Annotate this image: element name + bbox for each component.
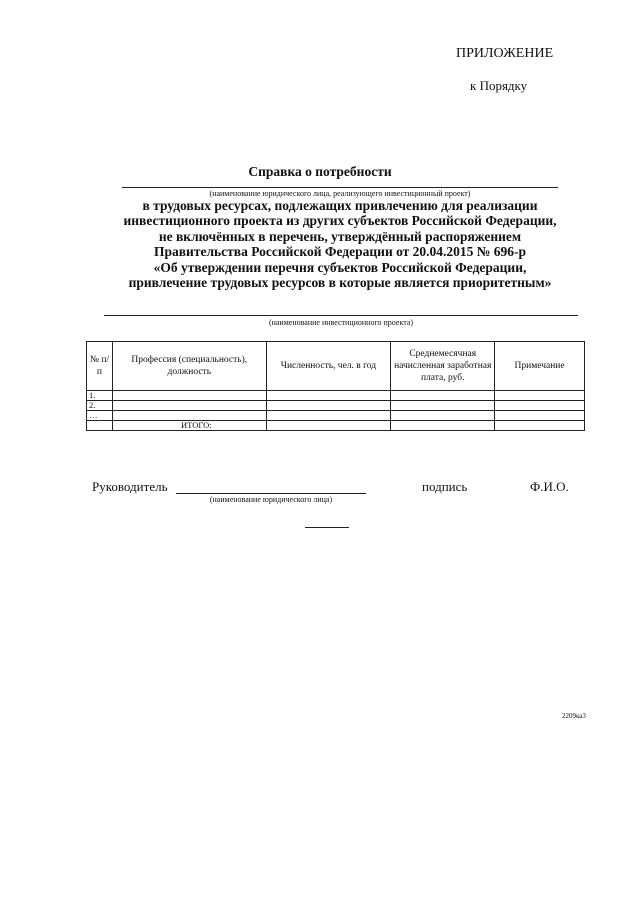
- subtitle-line: в трудовых ресурсах, подлежащих привлечению для реализации: [142, 198, 538, 213]
- subtitle-line: «Об утверждении перечня субъектов Российской Федерации,: [153, 259, 527, 275]
- table-cell: [391, 411, 495, 421]
- entity-name-caption: (наименование юридического лица): [209, 495, 333, 504]
- row-number: 2.: [87, 401, 113, 411]
- table-cell: [112, 391, 266, 401]
- header-profession: Профессия (специальность), должность: [112, 342, 266, 391]
- subtitle-line: Правительства Российской Федерации от 20.04.2015 № 696-р: [154, 244, 526, 260]
- table-total-row: [87, 421, 585, 431]
- table-cell: [266, 391, 391, 401]
- table-cell: [266, 401, 391, 411]
- header-headcount: Численность, чел. в год: [266, 342, 391, 391]
- table-row: [87, 401, 585, 411]
- row-number: 1.: [87, 391, 113, 401]
- total-label: ИТОГО:: [112, 421, 266, 431]
- subtitle-line: привлечение трудовых ресурсов в которые является приоритетным»: [128, 275, 552, 291]
- subtitle-line: не включённых в перечень, утверждённый распоряжением: [158, 228, 522, 244]
- project-name-line: [104, 315, 578, 316]
- manager-line: [176, 493, 366, 494]
- header-number: № п/п: [87, 342, 113, 391]
- table-cell: [112, 401, 266, 411]
- header-salary: Среднемесячная начисленная заработная плата, руб.: [391, 342, 495, 391]
- table-cell: [495, 411, 585, 421]
- legal-entity-line: [122, 187, 558, 188]
- document-code: 2209ка3: [562, 712, 586, 720]
- table-cell: [391, 421, 495, 431]
- header-notes: Примечание: [495, 342, 585, 391]
- document-subtitle: [80, 198, 600, 290]
- document-title: Справка о потребности: [248, 164, 392, 179]
- end-divider: [305, 527, 349, 528]
- requirements-table: [86, 341, 585, 431]
- table-cell: [266, 421, 391, 431]
- table-row: [87, 411, 585, 421]
- name-label: Ф.И.О.: [530, 479, 569, 494]
- appendix-reference: к Порядку: [470, 78, 528, 93]
- table-cell: [266, 411, 391, 421]
- appendix-heading: ПРИЛОЖЕНИЕ: [456, 46, 554, 61]
- signature-label: подпись: [422, 479, 468, 494]
- subtitle-line: инвестиционного проекта из других субъектов Российской Федерации,: [123, 213, 557, 229]
- table-cell: [112, 411, 266, 421]
- legal-entity-caption: (наименование юридического лица, реализующего инвестиционный проект): [209, 189, 471, 198]
- table-cell: [495, 391, 585, 401]
- table-header-row: [87, 342, 585, 391]
- table-cell: [391, 401, 495, 411]
- project-name-caption: (наименование инвестиционного проекта): [268, 318, 414, 327]
- table-cell: [391, 391, 495, 401]
- manager-label: Руководитель: [92, 479, 168, 494]
- table-cell: [495, 401, 585, 411]
- row-number: …: [87, 411, 113, 421]
- table-cell: [495, 421, 585, 431]
- table-row: [87, 391, 585, 401]
- table-cell: [87, 421, 113, 431]
